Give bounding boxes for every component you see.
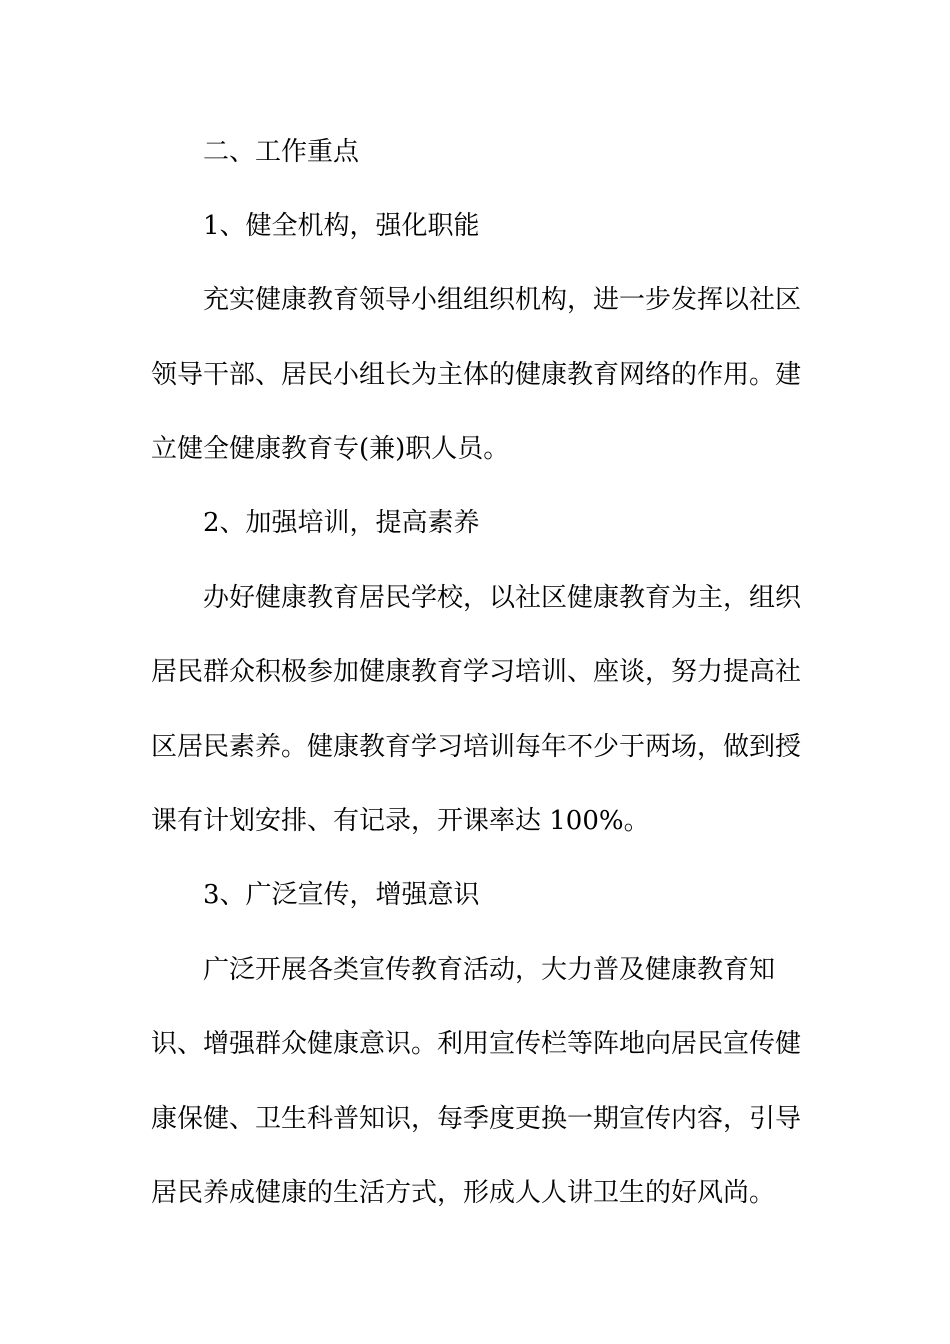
item-1-paragraph-line-1: 充实健康教育领导小组组织机构，进一步发挥以社区 — [203, 285, 802, 315]
section-heading: 二、工作重点 — [203, 137, 360, 167]
item-3-paragraph-line-3: 康保健、卫生科普知识，每季度更换一期宣传内容，引导 — [151, 1104, 802, 1134]
item-3-paragraph-line-4: 居民养成健康的生活方式，形成人人讲卫生的好风尚。 — [151, 1178, 776, 1208]
item-1-paragraph-line-2: 领导干部、居民小组长为主体的健康教育网络的作用。建 — [151, 360, 802, 390]
item-2-heading: 2、加强培训，提高素养 — [203, 508, 480, 538]
item-3-paragraph-line-2: 识、增强群众健康意识。利用宣传栏等阵地向居民宣传健 — [151, 1029, 802, 1059]
item-1-heading: 1、健全机构，强化职能 — [203, 211, 480, 241]
item-2-paragraph-line-1: 办好健康教育居民学校，以社区健康教育为主，组织 — [203, 583, 802, 613]
item-2-paragraph-line-4: 课有计划安排、有记录，开课率达 100%。 — [151, 806, 650, 836]
item-2-paragraph-line-2: 居民群众积极参加健康教育学习培训、座谈，努力提高社 — [151, 657, 802, 687]
item-3-heading: 3、广泛宣传，增强意识 — [203, 880, 480, 910]
item-2-paragraph-line-3: 区居民素养。健康教育学习培训每年不少于两场，做到授 — [151, 732, 802, 762]
item-3-paragraph-line-1: 广泛开展各类宣传教育活动，大力普及健康教育知 — [203, 955, 776, 985]
item-1-paragraph-line-3: 立健全健康教育专(兼)职人员。 — [151, 434, 510, 464]
